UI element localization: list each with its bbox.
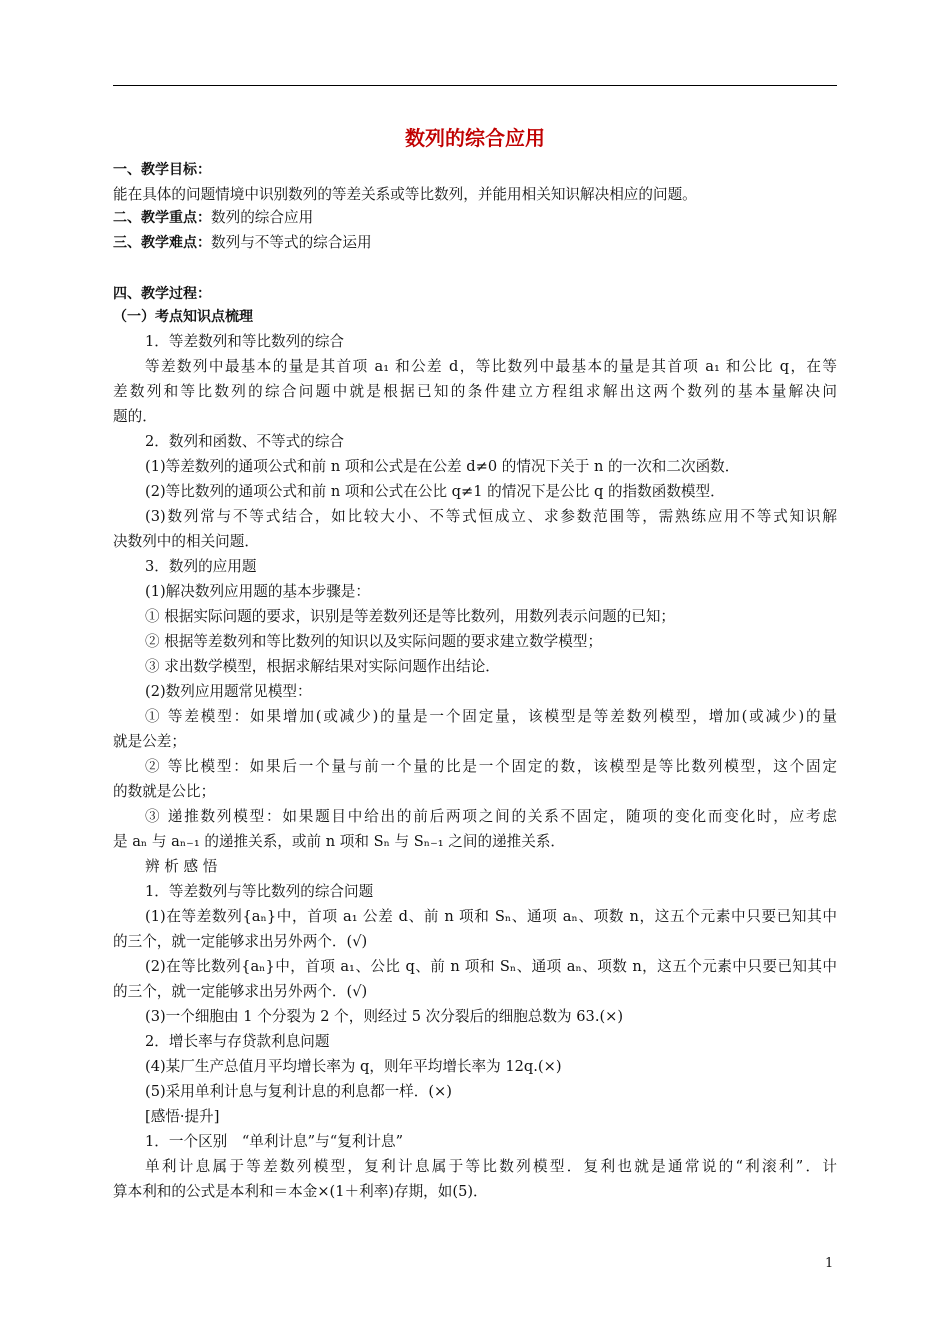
header-rule [113, 85, 837, 86]
text-line: ② 根据等差数列和等比数列的知识以及实际问题的要求建立数学模型； [145, 633, 603, 650]
text-line: 2．增长率与存贷款利息问题 [145, 1033, 330, 1050]
text-line: 2．数列和函数、不等式的综合 [145, 433, 345, 450]
section-heading: 二、教学重点： [113, 210, 211, 226]
text-line: 1．一个区别 “单利计息”与“复利计息” [145, 1133, 404, 1150]
text-line [113, 233, 837, 253]
text-line: 算本利和的公式是本利和＝本金×(1＋利率)存期，如(5)． [113, 1183, 488, 1200]
text-line: 题的． [113, 408, 157, 425]
text-line: (3)数列常与不等式结合，如比较大小、不等式恒成立、求参数范围等，需熟练应用不等式知识解 [145, 508, 837, 525]
text-line: 3．数列的应用题 [145, 558, 257, 575]
section-content: 数列与不等式的综合运用 [211, 234, 372, 251]
page-title: 数列的综合应用 [405, 126, 545, 150]
section-heading: 三、教学难点： [113, 235, 211, 251]
text-line: (2)等比数列的通项公式和前 n 项和公式在公比 q≠1 的情况下是公比 q 的指数函数模型． [145, 483, 725, 500]
text-line: 1．等差数列和等比数列的综合 [145, 333, 345, 350]
text-line: [感悟·提升] [145, 1108, 220, 1125]
text-line: ① 等差模型：如果增加(或减少)的量是一个固定量，该模型是等差数列模型，增加(或减少)的量 [145, 708, 837, 725]
text-line: ③ 求出数学模型，根据求解结果对实际问题作出结论． [145, 658, 500, 675]
text-line: （一）考点知识点梳理 [113, 309, 253, 325]
text-line: 辨 析 感 悟 [145, 858, 218, 875]
text-line: (1)等差数列的通项公式和前 n 项和公式是在公差 d≠0 的情况下关于 n 的一次和二次函数． [145, 458, 740, 475]
text-line: 的数就是公比； [113, 783, 216, 800]
text-line [113, 208, 837, 228]
text-line: (4)某厂生产总值月平均增长率为 q，则年平均增长率为 12q.(×) [145, 1058, 562, 1075]
text-line: 单利计息属于等差数列模型，复利计息属于等比数列模型．复利也就是通常说的“利滚利”．计 [145, 1158, 837, 1175]
text-line: 是 aₙ 与 aₙ₋₁ 的递推关系，或前 n 项和 Sₙ 与 Sₙ₋₁ 之间的递推关系． [113, 833, 566, 850]
text-line: (2)在等比数列{aₙ}中，首项 a₁、公比 q、前 n 项和 Sₙ、通项 aₙ、项数 n，这五个元素中只要已知其中 [145, 958, 837, 975]
text-line: 差数列和等比数列的综合问题中就是根据已知的条件建立方程组求解出这两个数列的基本量解决问 [113, 383, 837, 400]
text-line: 的三个，就一定能够求出另外两个．(√) [113, 983, 368, 1000]
text-line: 的三个，就一定能够求出另外两个．(√) [113, 933, 368, 950]
text-line: (2)数列应用题常见模型： [145, 683, 312, 700]
text-line: (5)采用单利计息与复利计息的利息都一样．(×) [145, 1083, 452, 1100]
section-content: 数列的综合应用 [211, 209, 314, 226]
text-line: 1．等差数列与等比数列的综合问题 [145, 883, 374, 900]
text-line: (3)一个细胞由 1 个分裂为 2 个，则经过 5 次分裂后的细胞总数为 63.(×) [145, 1008, 624, 1025]
text-line: (1)在等差数列{aₙ}中，首项 a₁ 公差 d、前 n 项和 Sₙ、通项 aₙ、项数 n，这五个元素中只要已知其中 [145, 908, 837, 925]
text-line: (1)解决数列应用题的基本步骤是： [145, 583, 370, 600]
text-line: ③ 递推数列模型：如果题目中给出的前后两项之间的关系不固定，随项的变化而变化时，应考虑 [145, 808, 837, 825]
text-line: 决数列中的相关问题． [113, 533, 259, 550]
page-number: 1 [825, 1256, 834, 1271]
text-line: 就是公差； [113, 733, 186, 750]
text-line: 四、教学过程： [113, 286, 211, 302]
text-line: 能在具体的问题情境中识别数列的等差关系或等比数列，并能用相关知识解决相应的问题。 [113, 186, 697, 203]
text-line: 一、教学目标： [113, 162, 211, 178]
text-line: ① 根据实际问题的要求，识别是等差数列还是等比数列，用数列表示问题的已知； [145, 608, 676, 625]
text-line: 等差数列中最基本的量是其首项 a₁ 和公差 d，等比数列中最基本的量是其首项 a₁ 和公比 q，在等 [145, 358, 837, 375]
text-line: ② 等比模型：如果后一个量与前一个量的比是一个固定的数，该模型是等比数列模型，这个固定 [145, 758, 837, 775]
